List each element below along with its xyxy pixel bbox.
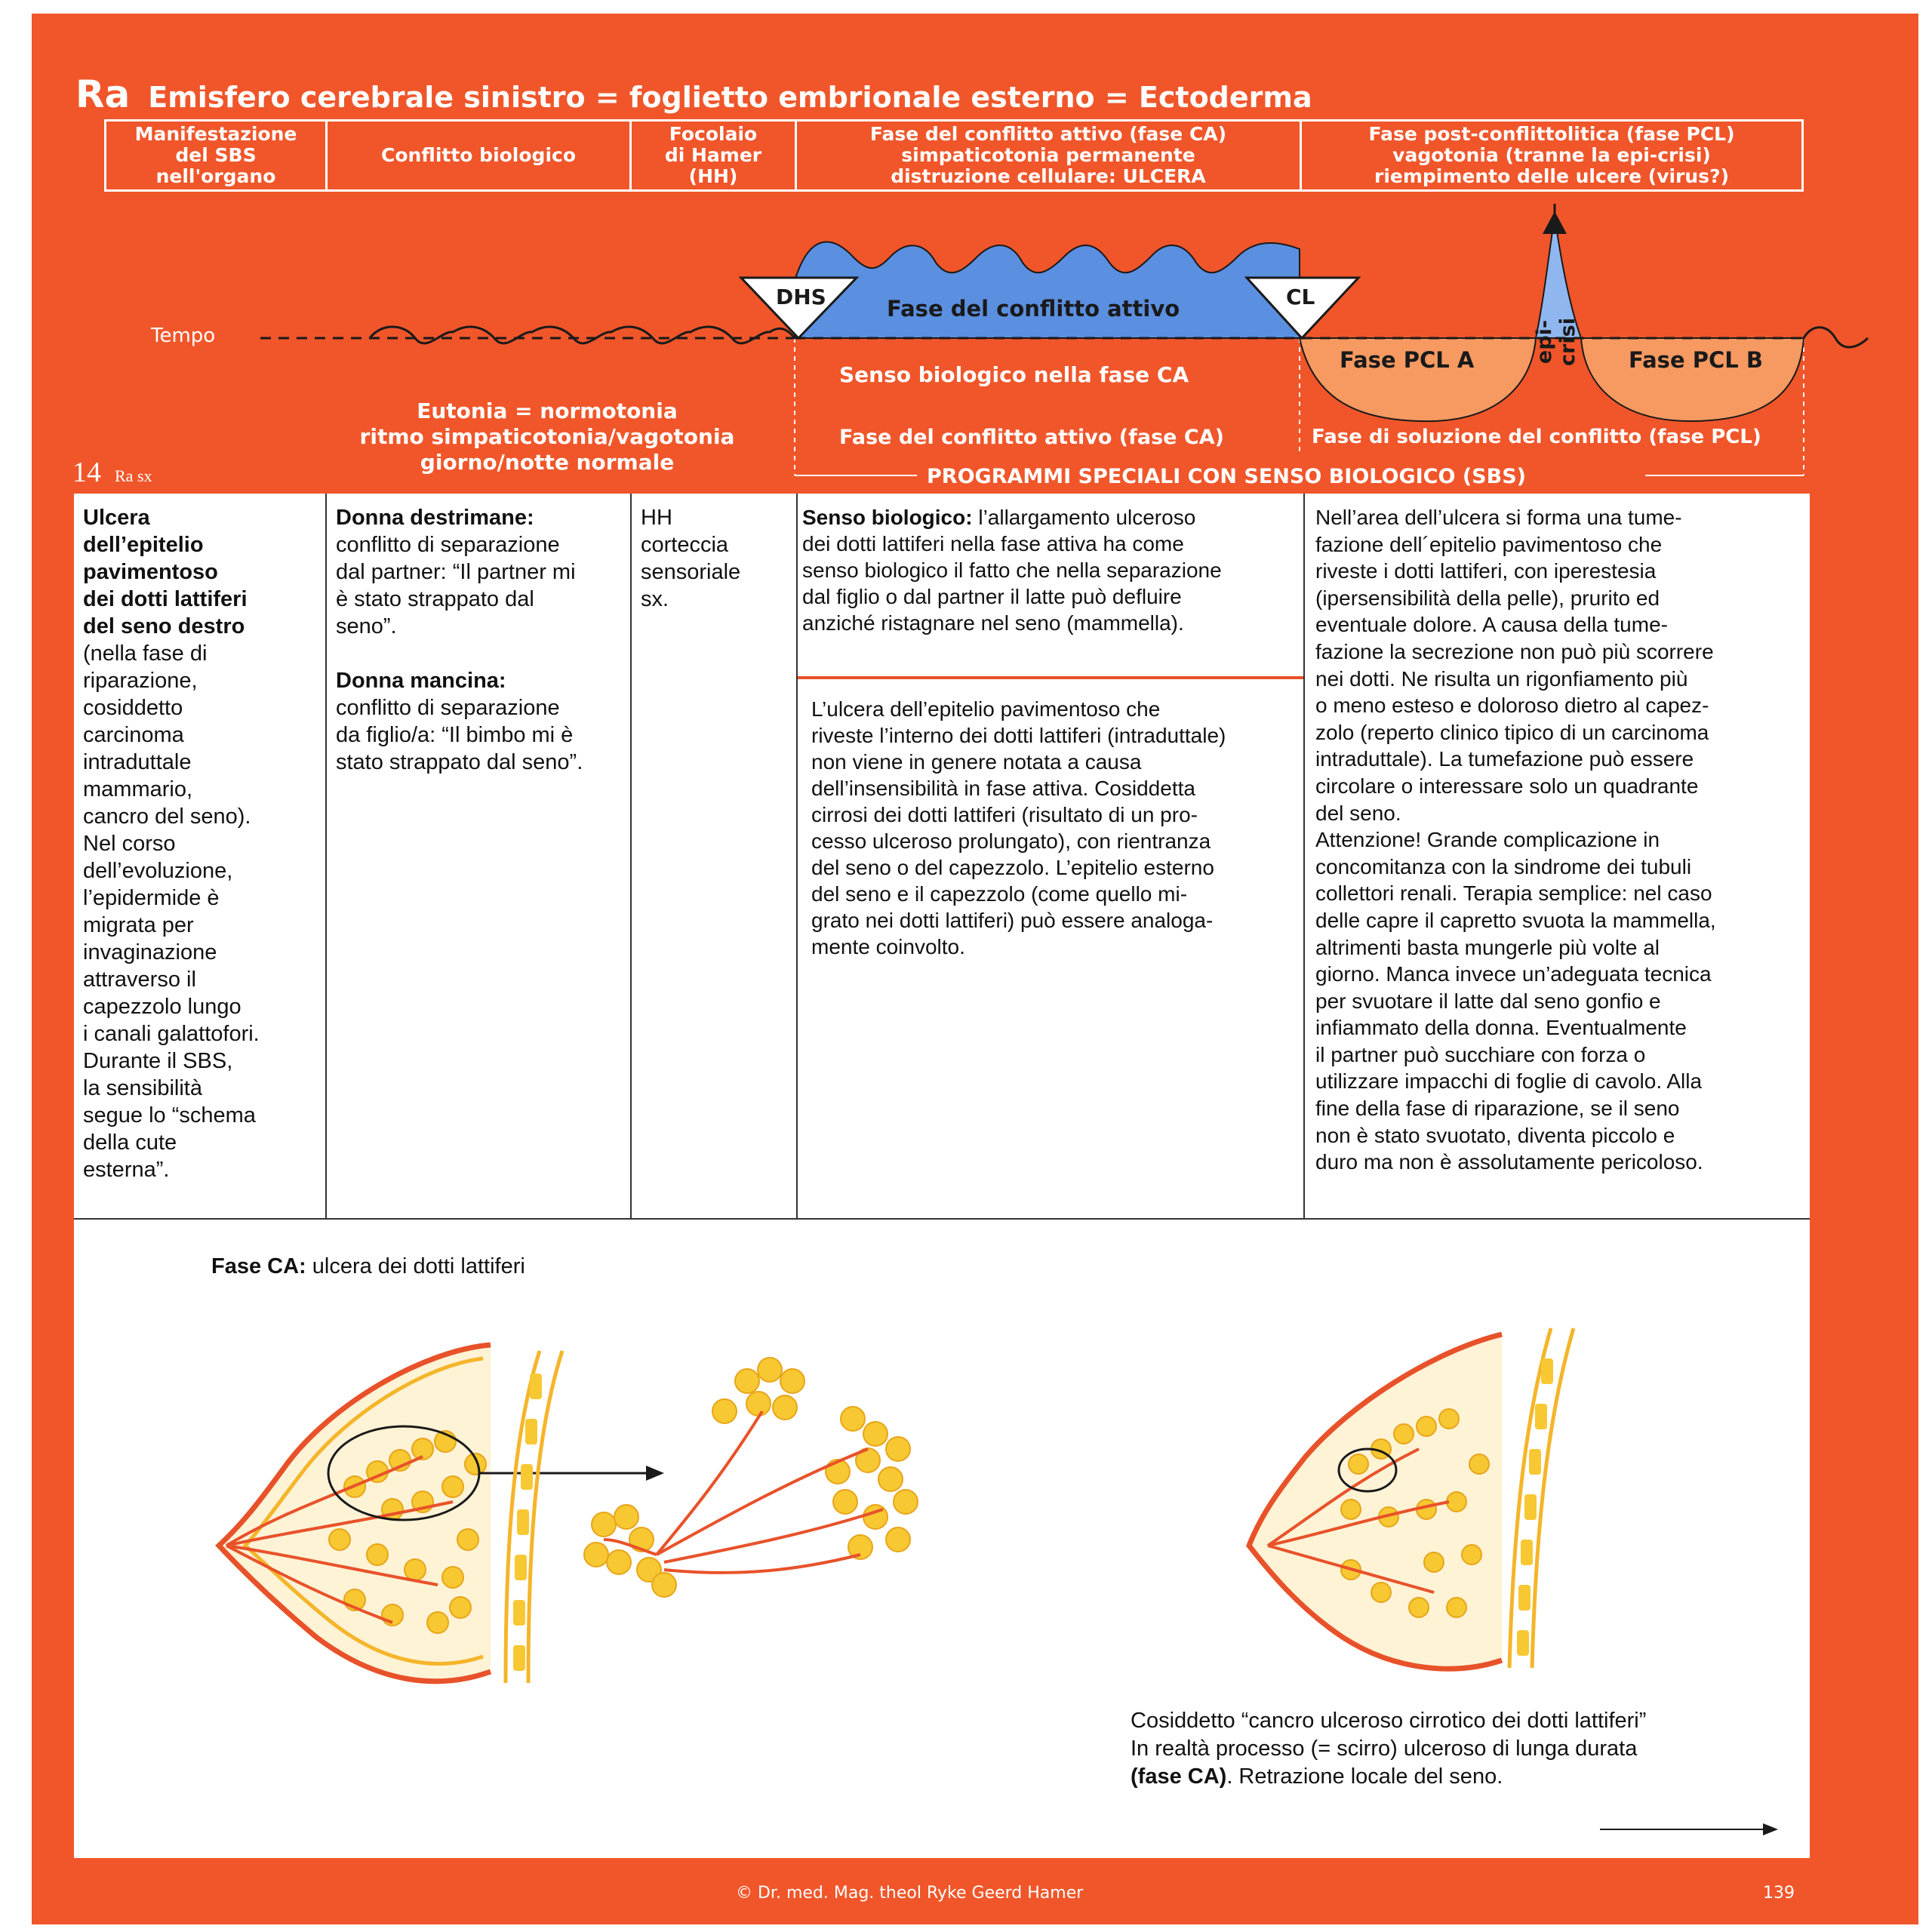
duct-detail-enlarged: [584, 1358, 918, 1597]
biological-sense-label: Senso biologico nella fase CA: [839, 362, 1189, 387]
figure-caption-1: Fase CA: ulcera dei dotti lattiferi: [211, 1254, 525, 1278]
breast-illustration-right: [1249, 1328, 1574, 1669]
copyright: © Dr. med. Mag. theol Ryke Geerd Hamer: [736, 1884, 1084, 1903]
col-active-phase: Senso biologico: l’allargamento ulceroso dei dotti lattiferi nella fase attiva ha come senso biologico il fatto che nella separazione dal figlio o dal partner il latte può defluire anziché ristagnare nel seno (mammella). L’ulcera dell’epitelio pavimentoso che riveste l’interno dei dotti lattiferi (intraduttale) non viene in genere notata a causa dell’insensibilità in fase attiva. Cosiddetta cirrosi dei dotti lattiferi (risultato di un pro- cesso ulceroso prolungato), con rientranza del seno o del capezzolo. L’epitelio esterno del seno e il capezzolo (come quello mi- grato nei dotti lattiferi) può essere analoga- mente coinvolto.: [796, 494, 1303, 1218]
figure-caption-2: Cosiddetto “cancro ulceroso cirrotico dei dotti lattiferi” In realtà processo (= scirro) ulceroso di lunga durata (fase CA). Retrazione locale del seno.: [1131, 1709, 1647, 1789]
tempo-label: Tempo: [151, 325, 216, 347]
dhs-label: DHS: [776, 285, 826, 309]
col-hamer-focus: HH corteccia sensoriale sx.: [630, 494, 796, 1218]
page-code: 14 Ra sx: [72, 457, 152, 488]
sbs-label: PROGRAMMI SPECIALI CON SENSO BIOLOGICO (SBS): [927, 465, 1526, 488]
title-text: Emisfero cerebrale sinistro = foglietto embrionale esterno = Ectoderma: [148, 81, 1312, 114]
header-cell-pcl-phase: Fase post-conflittolitica (fase PCL) vagotonia (tranne la epi-crisi) riempimento delle ulcere (virus?): [1300, 119, 1804, 192]
col-pcl-phase: Nell’area dell’ulcera si forma una tume- fazione dell´epitelio pavimentoso che riveste i dotti lattiferi, con iperestesia (ipersensibilità della pelle), prurito ed eventuale dolore. A causa della tume- fazione la secrezione non può più scorrere nei dotti. Ne risulta un rigonfiamento più o meno esteso e doloroso dietro al capez- zolo (reperto clinico tipico di un carcinoma intraduttale). La tumefazione può essere circolare o interessare solo un quadrante del seno. Attenzione! Grande complicazione in concomitanza con la sindrome dei tubuli collettori renali. Terapia semplice: nel caso delle capre il capretto svuota la mammella, altrimenti basta mungerle più volte al giorno. Manca invece un’adeguata tecnica per svuotare il latte dal seno gonfio e infiammato della donna. Eventualmente il partner può succhiare con forza o utilizzare impacchi di foglie di cavolo. Alla fine della fase di riparazione, se il seno non è stato svuotato, diventa piccolo e duro ma non è assolutamente pericoloso.: [1303, 494, 1810, 1218]
cl-label: CL: [1286, 285, 1315, 309]
pcl-bottom-label: Fase di soluzione del conflitto (fase PCL): [1312, 426, 1761, 448]
epicrisis-label: epi-crisi: [1533, 318, 1580, 366]
header-cell-conflict: Conflitto biologico: [325, 119, 632, 192]
continue-arrow: [1600, 1823, 1778, 1835]
header-cell-active-phase: Fase del conflitto attivo (fase CA) simpaticotonia permanente distruzione cellulare: ULCERA: [795, 119, 1302, 192]
page-number: 139: [1763, 1884, 1795, 1903]
header-cell-hamer-focus: Focolaio di Hamer (HH): [629, 119, 797, 192]
active-phase-label: Fase del conflitto attivo: [887, 296, 1180, 321]
col-manifestation: Ulcera dell’epitelio pavimentoso dei dotti lattiferi del seno destro (nella fase di riparazione, cosiddetto carcinoma intraduttale mammario, cancro del seno). Nel corso dell’evoluzione, l’epidermide è migrata per invaginazione attraverso il capezzolo lungo i canali galattofori. Durante il SBS, la sensibilità segue lo “schema della cute esterna”.: [83, 506, 260, 1182]
pcl-b-label: Fase PCL B: [1629, 347, 1763, 373]
active-phase-bottom-label: Fase del conflitto attivo (fase CA): [839, 426, 1224, 449]
pcl-a-label: Fase PCL A: [1340, 347, 1475, 373]
title-code: Ra: [75, 72, 131, 116]
col-conflict: Donna destrimane: conflitto di separazione dal partner: “Il partner mi è stato strappato dal seno”. Donna mancina: conflitto di separazione da figlio/a: “Il bimbo mi è stato strappato dal seno”.: [325, 494, 630, 1218]
header-cell-manifestation: Manifestazione del SBS nell'organo: [104, 119, 328, 192]
eutonia-label: Eutonia = normotonia ritmo simpaticotonia/vagotonia giorno/notte normale: [359, 398, 735, 475]
